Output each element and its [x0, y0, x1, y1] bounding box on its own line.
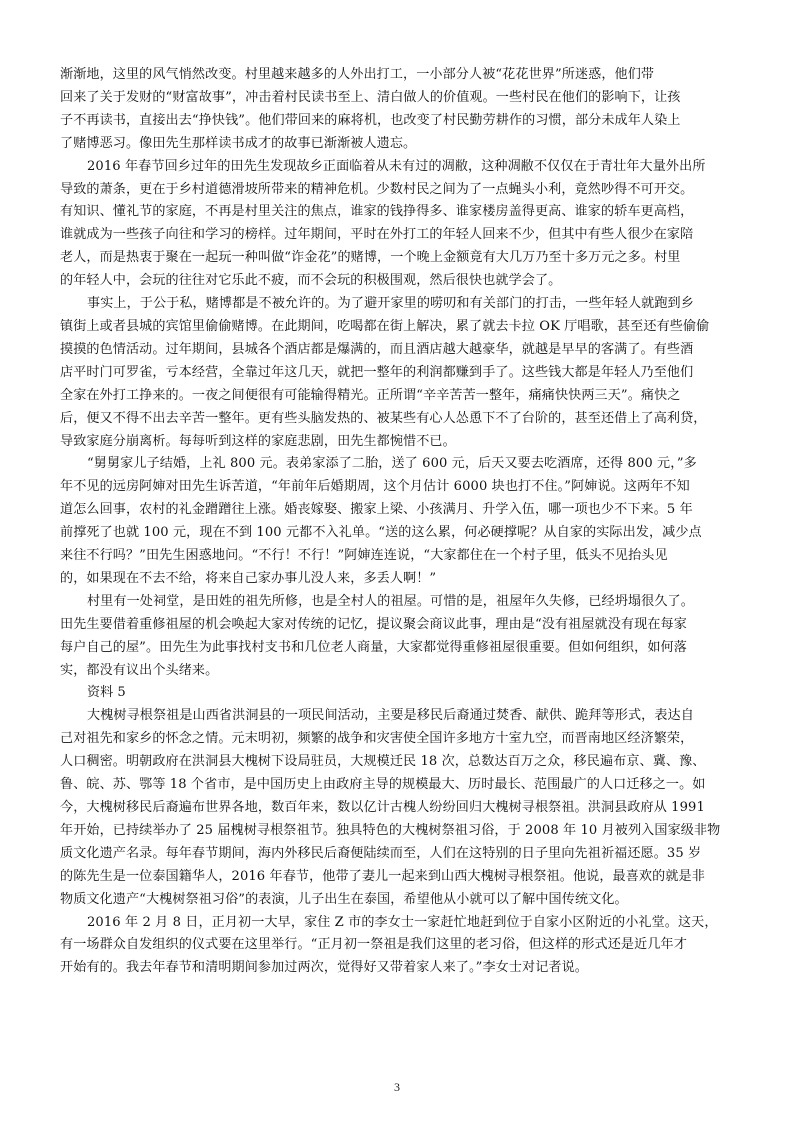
text-line: 质文化遗产名录。每年春节期间，海内外移民后裔便陆续而至，人们在这特别的日子里向先祖祈福还愿。35 岁 — [60, 845, 702, 861]
text-line: 老人，而是热衷于聚在一起玩一种叫做“诈金花”的赌博，一个晚上金额竟有大几万乃至十多万元之多。村里 — [60, 250, 681, 266]
text-line: 导致的萧条，更在于乡村道德滑坡所带来的精神危机。少数村民之间为了一点蝇头小利，竟然吵得不可开交。 — [60, 181, 694, 197]
paragraph — [60, 453, 740, 590]
text-line: 大槐树寻根祭祖是山西省洪洞县的一项民间活动，主要是移民后裔通过焚香、献供、跪拜等形式，表达自 — [87, 708, 694, 724]
section-label: 资料 5 — [87, 685, 126, 701]
document-body — [60, 64, 740, 980]
text-line: 每户自己的屋”。田先生为此事找村支书和几位老人商量，大家都觉得重修祖屋很重要。但如何组织，如何落 — [60, 639, 687, 655]
text-line: 的年轻人中，会玩的往往对它乐此不疲，而不会玩的积极围观，然后很快也就学会了。 — [60, 273, 562, 289]
text-line: 镇街上或者县城的宾馆里偷偷赌博。在此期间，吃喝都在街上解决，累了就去卡拉 OK 厅唱歌，甚至还有些偷偷 — [60, 318, 710, 334]
text-line: 子不再读书，直接出去“挣快钱”。他们带回来的麻将机，也改变了村民勤劳耕作的习惯，部分未成年人染上 — [60, 112, 681, 128]
text-line: 2016 年春节回乡过年的田先生发现故乡正面临着从未有过的凋敝，这种凋敝不仅仅在于青壮年大量外出所 — [87, 158, 706, 174]
material-4-continued — [60, 64, 740, 682]
text-line: 今，大槐树移民后裔遍布世界各地，数百年来，数以亿计古槐人纷纷回归大槐树寻根祭祖。洪洞县政府从 1991 — [60, 800, 705, 815]
text-line: 鲁、皖、苏、鄂等 18 个省市，是中国历史上由政府主导的规模最大、历时最长、范围最广的人口迁移之一。如 — [60, 777, 706, 793]
text-line: 前撑死了也就 100 元，现在不到 100 元都不入礼单。“送的这么累，何必硬撑呢？从自家的实际出发，减少点 — [60, 525, 702, 541]
paragraph — [60, 591, 740, 683]
text-line: 谁就成为一些孩子向往和学习的榜样。过年期间，平时在外打工的年轻人回来不少，但其中有些人很少在家陪 — [60, 227, 694, 243]
paragraph — [60, 705, 740, 911]
text-line: 田先生要借着重修祖屋的机会唤起大家对传统的记忆，提议聚会商议此事，理由是“没有祖屋就没有现在每家 — [60, 616, 687, 632]
text-line: 的，如果现在不去不给，将来自己家办事儿没人来，多丢人啊！” — [60, 570, 437, 586]
paragraph — [60, 293, 740, 453]
text-line: 后，便又不得不出去辛苦一整年。更有些头脑发热的、被某些有心人怂恿下不了台阶的，甚至还借上了高利贷， — [60, 410, 707, 426]
text-line: 村里有一处祠堂，是田姓的祖先所修，也是全村人的祖屋。可惜的是，祖屋年久失修，已经坍塌很久了。 — [87, 593, 694, 609]
text-line: 回来了关于发财的“财富故事”，冲击着村民读书至上、清白做人的价值观。一些村民在他们的影响下，让孩 — [60, 89, 681, 105]
text-line: 渐渐地，这里的风气悄然改变。村里越来越多的人外出打工，一小部分人被“花花世界”所迷惑，他们带 — [60, 67, 655, 82]
text-line: 年开始，已持续举办了 25 届槐树寻根祭祖节。独具特色的大槐树祭祖习俗，于 2008 年 10 月被列入国家级非物 — [60, 822, 721, 838]
text-line: 己对祖先和家乡的怀念之情。元末明初，频繁的战争和灾害使全国许多地方十室九空，而晋南地区经济繁荣， — [60, 731, 694, 747]
text-line: 人口稠密。明朝政府在洪洞县大槐树下设局驻员，大规模迁民 18 次，总数达百万之众，移民遍布京、冀、豫、 — [60, 754, 706, 770]
paragraph — [60, 156, 740, 293]
text-line: 年不见的远房阿婶对田先生诉苦道，“年前年后婚期周，这个月估计 6000 块也打不住。”阿婶说。这两年不知 — [60, 479, 690, 495]
material-5 — [60, 705, 740, 980]
text-line: 有一场群众自发组织的仪式要在这里举行。“正月初一祭祖是我们这里的老习俗，但这样的形式还是近几年才 — [60, 937, 687, 953]
text-line: 道怎么回事，农村的礼金蹭蹭往上涨。婚丧嫁娶、搬家上梁、小孩满月、升学入伍，哪一项也少不下来。5 年 — [60, 502, 693, 518]
text-line: 开始有的。我去年春节和清明期间参加过两次，觉得好又带着家人来了。”李女士对记者说。 — [60, 960, 588, 976]
text-line: 了赌博恶习。像田先生那样读书成才的故事已渐渐被人遗忘。 — [60, 135, 417, 151]
text-line: 有知识、懂礼节的家庭，不再是村里关注的焦点，谁家的钱挣得多、谁家楼房盖得更高、谁家的轿车更高档， — [60, 204, 694, 220]
text-line: 导致家庭分崩离析。每每听到这样的家庭悲剧，田先生都惋惜不已。 — [60, 433, 456, 449]
text-line: 店平时门可罗雀，亏本经营，全靠过年这几天，就把一整年的利润都赚到手了。这些钱大都是年轻人乃至他们 — [60, 364, 694, 380]
paragraph — [60, 912, 740, 981]
page-number: 3 — [394, 1080, 400, 1094]
text-line: 来往不行吗？”田先生困惑地问。“不行！不行！”阿婶连连说，“大家都住在一个村子里，低头不见抬头见 — [60, 548, 668, 564]
text-line: 事实上，于公于私，赌博都是不被允许的。为了避开家里的唠叨和有关部门的打击，一些年轻人就跑到乡 — [87, 296, 694, 312]
text-line: 物质文化遗产“大槐树祭祖习俗”的表演，儿子出生在泰国，希望他从小就可以了解中国传统文化。 — [60, 891, 628, 907]
text-line: 摸摸的色情活动。过年期间，县城各个酒店都是爆满的，而且酒店越大越豪华，就越是早早的客满了。有些酒 — [60, 341, 694, 357]
paragraph — [60, 64, 740, 156]
text-line: 2016 年 2 月 8 日，正月初一大早，家住 Z 市的李女士一家赶忙地赶到位于自家小区附近的小礼堂。这天， — [87, 914, 718, 930]
text-line: 的陈先生是一位泰国籍华人，2016 年春节，他带了妻儿一起来到山西大槐树寻根祭祖。他说，最喜欢的就是非 — [60, 868, 705, 884]
text-line: 全家在外打工挣来的。一夜之间便很有可能输得精光。正所谓“辛辛苦苦一整年，痛痛快快两三天”。痛快之 — [60, 387, 681, 403]
text-line: 实，都没有议出个头绪来。 — [60, 662, 219, 678]
text-line: “舅舅家儿子结婚，上礼 800 元。表弟家添了二胎，送了 600 元，后天又要去吃酒席，还得 800 元，”多 — [87, 456, 697, 472]
